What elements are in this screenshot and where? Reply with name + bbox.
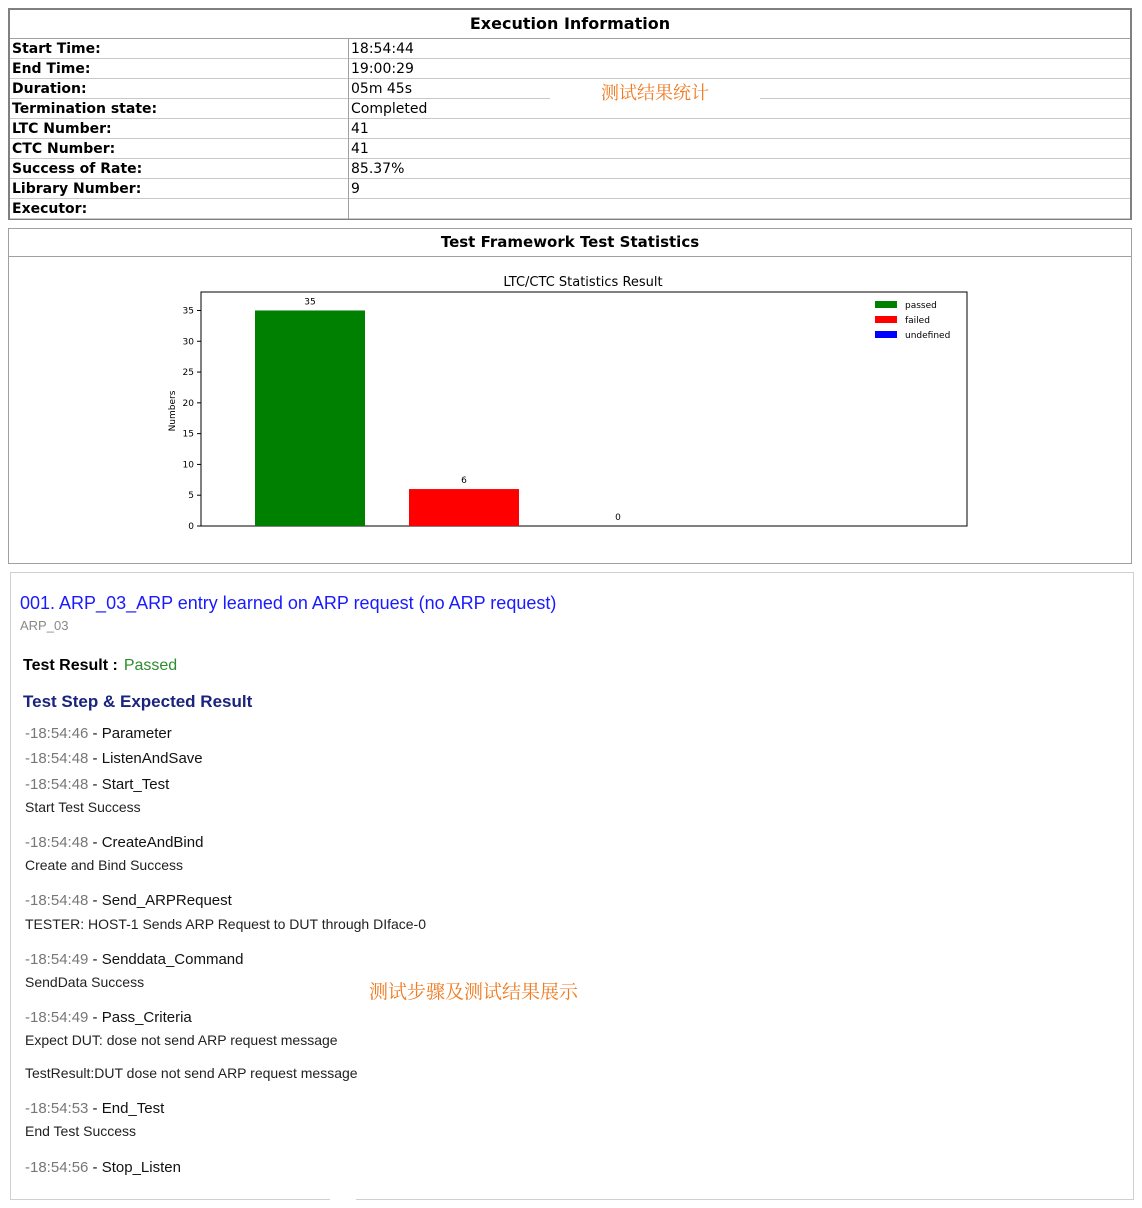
exec-value	[348, 199, 1130, 219]
step-message: TESTER: HOST-1 Sends ARP Request to DUT through DIface-0	[25, 916, 426, 932]
step-item	[25, 1100, 164, 1117]
legend-swatch	[875, 331, 897, 338]
step-time: -18:54:48	[25, 834, 89, 851]
statistics-title: Test Framework Test Statistics	[9, 229, 1131, 257]
exec-row-library-number	[10, 179, 1130, 199]
step-time: -18:54:56	[25, 1159, 89, 1176]
statistics-panel	[8, 228, 1132, 564]
test-case-id: ARP_03	[20, 618, 69, 633]
exec-value: 41	[348, 139, 1130, 159]
step-item	[25, 1159, 181, 1176]
y-tick-label: 10	[182, 460, 194, 471]
step-message: End Test Success	[25, 1123, 137, 1139]
steps-heading: Test Step & Expected Result	[23, 692, 253, 711]
step-item	[25, 725, 172, 742]
step-time: -18:54:49	[25, 1009, 89, 1026]
y-axis-label: Numbers	[168, 390, 178, 432]
step-item	[25, 776, 169, 793]
exec-row-start-time	[10, 39, 1130, 59]
exec-label: Start Time:	[12, 41, 101, 57]
step-item	[25, 951, 243, 968]
bar-data-label: 6	[461, 476, 467, 487]
divider-gap	[330, 1194, 356, 1208]
exec-value: 05m 45s	[348, 79, 1130, 99]
exec-label: CTC Number:	[12, 141, 116, 157]
step-name: - Senddata_Command	[88, 951, 244, 968]
exec-value: 9	[348, 179, 1130, 199]
bar-failed	[409, 489, 519, 526]
exec-value: 85.37%	[348, 159, 1130, 179]
exec-label: Duration:	[12, 81, 87, 97]
test-result-label: Test Result :	[23, 657, 118, 674]
legend-label: undefined	[905, 331, 951, 341]
test-result-line	[23, 657, 177, 675]
exec-label: LTC Number:	[12, 121, 112, 137]
step-message: Start Test Success	[25, 799, 141, 815]
exec-label: Success of Rate:	[12, 161, 143, 177]
annotation-test-steps: 测试步骤及测试结果展示	[369, 982, 579, 1003]
exec-row-executor	[10, 199, 1130, 219]
step-name: - CreateAndBind	[88, 834, 204, 851]
exec-value: 19:00:29	[348, 59, 1130, 79]
step-message: Create and Bind Success	[25, 857, 183, 873]
exec-label: Library Number:	[12, 181, 142, 197]
bar-passed	[255, 310, 365, 526]
exec-value: 18:54:44	[348, 39, 1130, 59]
y-tick-label: 5	[188, 491, 194, 502]
step-name: - End_Test	[88, 1100, 165, 1117]
execution-info-table	[8, 8, 1132, 220]
exec-label: Termination state:	[12, 101, 158, 117]
exec-value: Completed	[348, 99, 1130, 119]
y-tick-label: 35	[182, 306, 194, 317]
execution-info-title: Execution Information	[10, 10, 1130, 39]
step-name: - Start_Test	[88, 776, 170, 793]
y-tick-label: 15	[182, 429, 194, 440]
step-message: Expect DUT: dose not send ARP request message	[25, 1032, 338, 1048]
bar-data-label: 35	[304, 297, 316, 308]
bar-data-label: 0	[615, 513, 621, 523]
y-tick-label: 25	[182, 368, 194, 379]
step-name: - Pass_Criteria	[88, 1009, 192, 1026]
step-message: TestResult:DUT dose not send ARP request message	[25, 1065, 358, 1081]
step-item	[25, 1009, 192, 1026]
step-message: SendData Success	[25, 974, 145, 990]
legend-label: failed	[905, 316, 930, 326]
exec-row-success-rate	[10, 159, 1130, 179]
exec-row-ltc-number	[10, 119, 1130, 139]
test-result-value: Passed	[123, 657, 178, 674]
step-time: -18:54:49	[25, 951, 89, 968]
chart-title: LTC/CTC Statistics Result	[503, 275, 663, 290]
step-name: - Send_ARPRequest	[88, 892, 232, 909]
legend-swatch	[875, 316, 897, 323]
statistics-bar-chart	[9, 229, 1133, 565]
annotation-result-statistics: 测试结果统计	[550, 80, 760, 108]
step-item	[25, 834, 203, 851]
y-tick-label: 20	[182, 398, 194, 409]
step-time: -18:54:53	[25, 1100, 89, 1117]
step-time: -18:54:48	[25, 776, 89, 793]
exec-label: Executor:	[12, 201, 88, 217]
exec-label: End Time:	[12, 61, 91, 77]
step-name: - ListenAndSave	[88, 750, 203, 767]
step-time: -18:54:48	[25, 892, 89, 909]
exec-row-ctc-number	[10, 139, 1130, 159]
step-name: - Stop_Listen	[88, 1159, 181, 1176]
step-time: -18:54:48	[25, 750, 89, 767]
step-item	[25, 892, 232, 909]
test-case-panel	[10, 572, 1134, 1200]
step-name: - Parameter	[88, 725, 172, 742]
chart-legend	[875, 301, 950, 341]
y-tick-label: 0	[188, 522, 194, 532]
legend-label: passed	[905, 301, 937, 311]
test-case-title: 001. ARP_03_ARP entry learned on ARP request (no ARP request)	[20, 593, 557, 613]
bars	[255, 310, 519, 526]
exec-row-end-time	[10, 59, 1130, 79]
exec-value: 41	[348, 119, 1130, 139]
y-axis	[183, 306, 201, 532]
y-tick-label: 30	[182, 337, 194, 348]
step-item	[25, 750, 203, 767]
step-time: -18:54:46	[25, 725, 89, 742]
legend-swatch	[875, 301, 897, 308]
